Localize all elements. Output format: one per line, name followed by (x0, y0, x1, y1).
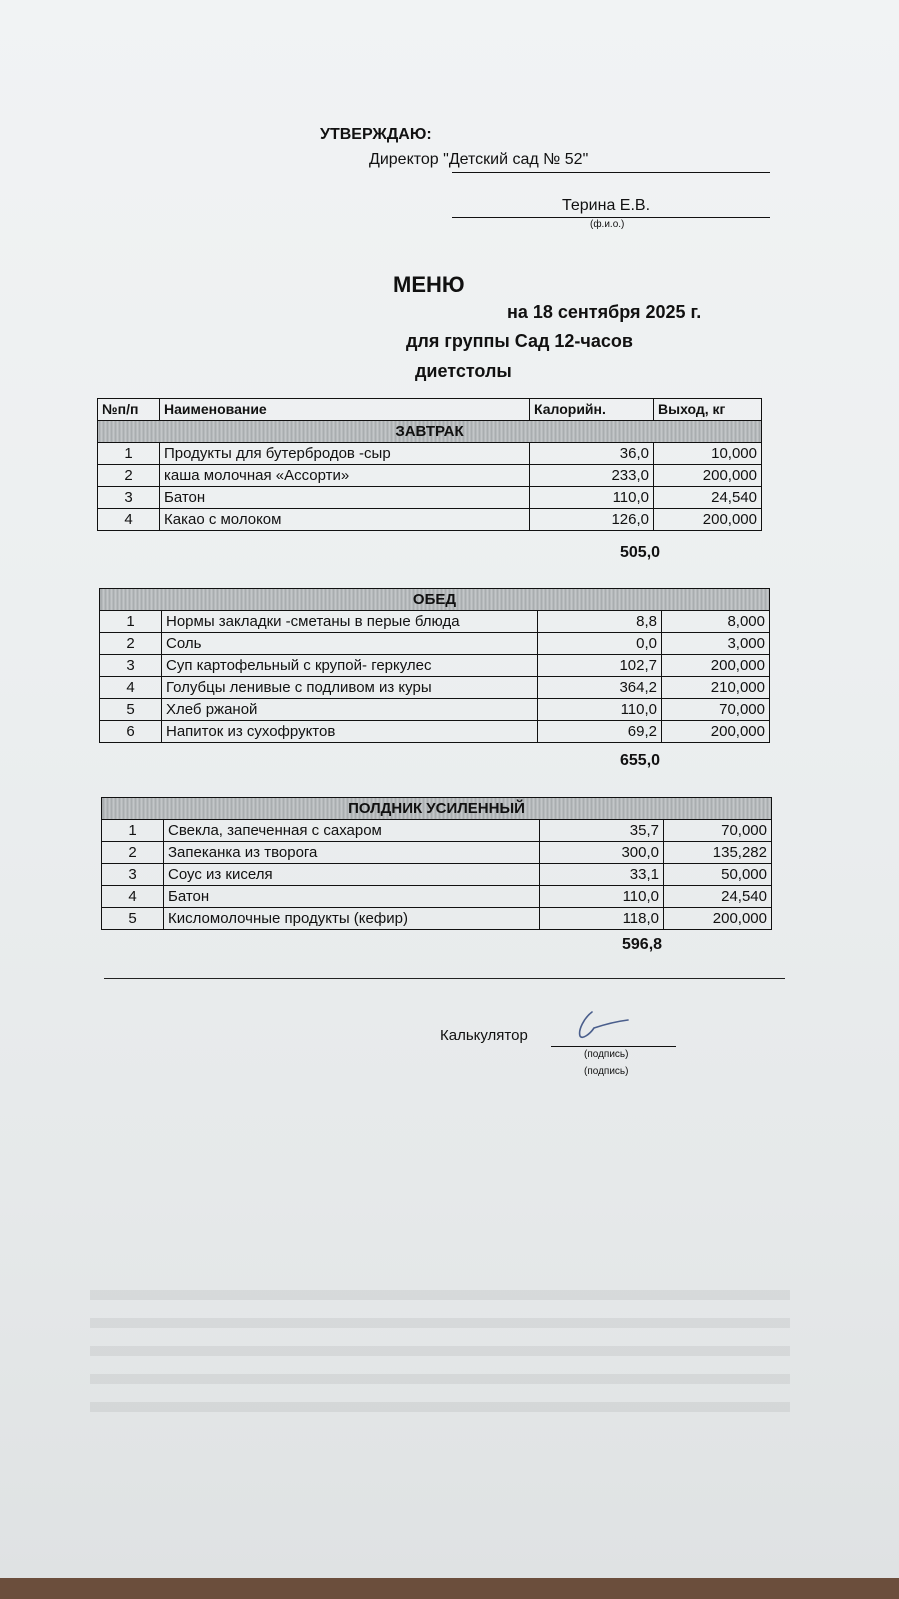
table-row (102, 908, 772, 930)
section-header-row (102, 798, 772, 820)
dish-output: 200,000 (662, 721, 770, 743)
signature-line (551, 1046, 676, 1047)
director-name: Терина Е.В. (562, 197, 651, 214)
table-header-row (98, 399, 762, 421)
dish-output: 200,000 (654, 465, 762, 487)
dish-output: 24,540 (654, 487, 762, 509)
footer-divider (104, 978, 785, 979)
dish-output: 50,000 (664, 864, 772, 886)
dish-calories: 110,0 (540, 886, 664, 908)
row-number: 2 (100, 633, 162, 655)
row-number: 2 (98, 465, 160, 487)
row-number: 5 (100, 699, 162, 721)
dish-output: 24,540 (664, 886, 772, 908)
dish-calories: 110,0 (538, 699, 662, 721)
lunch-total: 655,0 (620, 752, 661, 769)
section-header-row (98, 421, 762, 443)
dish-name: Соль (162, 633, 538, 655)
row-number: 3 (98, 487, 160, 509)
dish-calories: 35,7 (540, 820, 664, 842)
section-title-lunch: ОБЕД (100, 589, 770, 611)
menu-date: на 18 сентября 2025 г. (507, 302, 702, 322)
signature-caption-duplicate: (подпись) (584, 1066, 629, 1077)
breakfast-table (97, 398, 762, 531)
dish-output: 200,000 (664, 908, 772, 930)
row-number: 4 (100, 677, 162, 699)
dish-name: Батон (164, 886, 540, 908)
dish-calories: 102,7 (538, 655, 662, 677)
row-number: 1 (102, 820, 164, 842)
section-title-breakfast: ЗАВТРАК (98, 421, 762, 443)
dish-name: Кисломолочные продукты (кефир) (164, 908, 540, 930)
dish-calories: 118,0 (540, 908, 664, 930)
breakfast-total: 505,0 (620, 544, 661, 561)
menu-group: для группы Сад 12-часов (406, 331, 633, 351)
menu-diet: диетстолы (415, 361, 512, 381)
dish-calories: 233,0 (530, 465, 654, 487)
dish-calories: 36,0 (530, 443, 654, 465)
table-row (98, 487, 762, 509)
dish-output: 10,000 (654, 443, 762, 465)
dish-name: каша молочная «Ассорти» (160, 465, 530, 487)
col-header-calories: Калорийн. (530, 399, 654, 421)
approval-heading: УТВЕРЖДАЮ: (320, 126, 432, 143)
col-header-name: Наименование (160, 399, 530, 421)
dish-calories: 300,0 (540, 842, 664, 864)
dish-name: Свекла, запеченная с сахаром (164, 820, 540, 842)
row-number: 3 (102, 864, 164, 886)
dish-name: Напиток из сухофруктов (162, 721, 538, 743)
table-row (100, 721, 770, 743)
row-number: 4 (98, 509, 160, 531)
row-number: 5 (102, 908, 164, 930)
name-caption: (ф.и.о.) (590, 219, 625, 230)
dish-name: Суп картофельный с крупой- геркулес (162, 655, 538, 677)
dish-name: Хлеб ржаной (162, 699, 538, 721)
section-title-snack: ПОЛДНИК УСИЛЕННЫЙ (102, 798, 772, 820)
dish-output: 200,000 (654, 509, 762, 531)
table-row (98, 443, 762, 465)
dish-calories: 364,2 (538, 677, 662, 699)
snack-table (101, 797, 772, 930)
director-title: Директор "Детский сад № 52" (369, 151, 589, 168)
table-row (102, 842, 772, 864)
table-row (100, 677, 770, 699)
dish-name: Батон (160, 487, 530, 509)
row-number: 1 (98, 443, 160, 465)
table-row (100, 699, 770, 721)
menu-title: МЕНЮ (393, 272, 465, 297)
table-row (98, 465, 762, 487)
table-row (100, 633, 770, 655)
handwritten-signature (572, 1008, 632, 1044)
dish-calories: 126,0 (530, 509, 654, 531)
dish-output: 200,000 (662, 655, 770, 677)
col-header-number: №п/п (98, 399, 160, 421)
dish-name: Какао с молоком (160, 509, 530, 531)
section-header-row (100, 589, 770, 611)
director-underline (452, 172, 770, 173)
dish-calories: 33,1 (540, 864, 664, 886)
dish-name: Запеканка из творога (164, 842, 540, 864)
row-number: 3 (100, 655, 162, 677)
dish-calories: 8,8 (538, 611, 662, 633)
dish-output: 70,000 (664, 820, 772, 842)
row-number: 4 (102, 886, 164, 908)
table-row (102, 820, 772, 842)
dish-calories: 69,2 (538, 721, 662, 743)
row-number: 2 (102, 842, 164, 864)
dish-calories: 110,0 (530, 487, 654, 509)
dish-name: Нормы закладки -сметаны в перые блюда (162, 611, 538, 633)
dish-output: 70,000 (662, 699, 770, 721)
table-row (100, 655, 770, 677)
col-header-output: Выход, кг (654, 399, 762, 421)
snack-total: 596,8 (622, 936, 663, 953)
dish-output: 3,000 (662, 633, 770, 655)
lunch-table (99, 588, 770, 743)
dish-output: 210,000 (662, 677, 770, 699)
bleed-through-text (90, 1290, 790, 1430)
table-row (100, 611, 770, 633)
table-row (98, 509, 762, 531)
dish-name: Продукты для бутербродов -сыр (160, 443, 530, 465)
dish-name: Голубцы ленивые с подливом из куры (162, 677, 538, 699)
table-row (102, 886, 772, 908)
calculator-label: Калькулятор (440, 1027, 528, 1044)
dish-output: 135,282 (664, 842, 772, 864)
signature-caption: (подпись) (584, 1049, 629, 1060)
dish-calories: 0,0 (538, 633, 662, 655)
row-number: 6 (100, 721, 162, 743)
row-number: 1 (100, 611, 162, 633)
dish-output: 8,000 (662, 611, 770, 633)
table-row (102, 864, 772, 886)
name-underline (452, 217, 770, 218)
dish-name: Соус из киселя (164, 864, 540, 886)
